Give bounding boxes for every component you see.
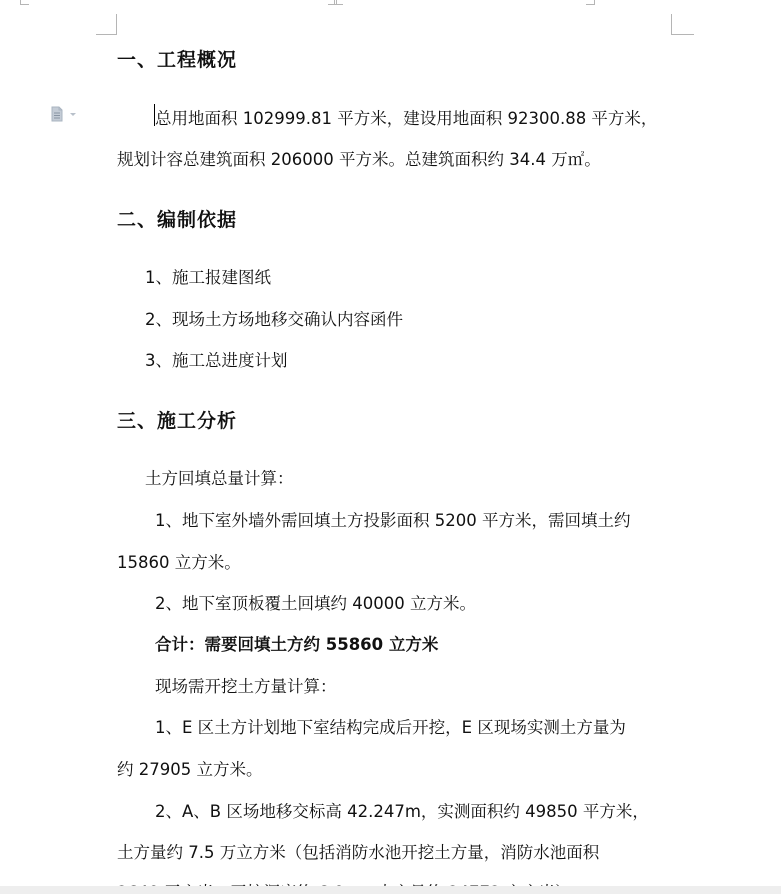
- window-bottom-edge: [0, 886, 781, 894]
- paragraph-line: 2、地下室顶板覆土回填约 40000 立方米。: [155, 594, 476, 613]
- paragraph-line: 15860 立方米。: [117, 553, 241, 572]
- top-tick-mark: [20, 0, 29, 5]
- paragraph-line: 土方量约 7.5 万立方米（包括消防水池开挖土方量，消防水池面积: [117, 843, 600, 862]
- paragraph-line: 2、A、B 区场地移交标高 42.247m，实测面积约 49850 平方米，: [155, 802, 649, 821]
- margin-corner-top-left: [96, 14, 117, 35]
- list-item: 1、施工报建图纸: [145, 268, 271, 287]
- paragraph-line: 1、E 区土方计划地下室结构完成后开挖，E 区现场实测土方量为: [155, 718, 626, 737]
- top-tick-mark: [586, 0, 595, 5]
- list-item: 2、现场土方场地移交确认内容函件: [145, 310, 403, 329]
- paragraph-marker-icon[interactable]: [50, 106, 80, 122]
- paragraph-line: 土方回填总量计算：: [145, 469, 294, 488]
- backfill-total: 合计：需要回填土方约 55860 立方米: [155, 635, 439, 654]
- heading-project-overview: 一、工程概况: [117, 49, 238, 71]
- heading-construction-analysis: 三、施工分析: [117, 410, 238, 432]
- margin-corner-top-right: [671, 14, 694, 35]
- list-item: 3、施工总进度计划: [145, 351, 288, 370]
- paragraph-line: 规划计容总建筑面积 206000 平方米。总建筑面积约 34.4 万㎡。: [117, 150, 601, 169]
- paragraph-line: 约 27905 立方米。: [117, 760, 263, 779]
- top-tick-mark: [334, 0, 343, 5]
- paragraph-line: 总用地面积 102999.81 平方米，建设用地面积 92300.88 平方米，: [155, 109, 658, 128]
- heading-compilation-basis: 二、编制依据: [117, 209, 238, 231]
- paragraph-line: 1、地下室外墙外需回填土方投影面积 5200 平方米，需回填土约: [155, 511, 631, 530]
- paragraph-line: 现场需开挖土方量计算：: [155, 677, 337, 696]
